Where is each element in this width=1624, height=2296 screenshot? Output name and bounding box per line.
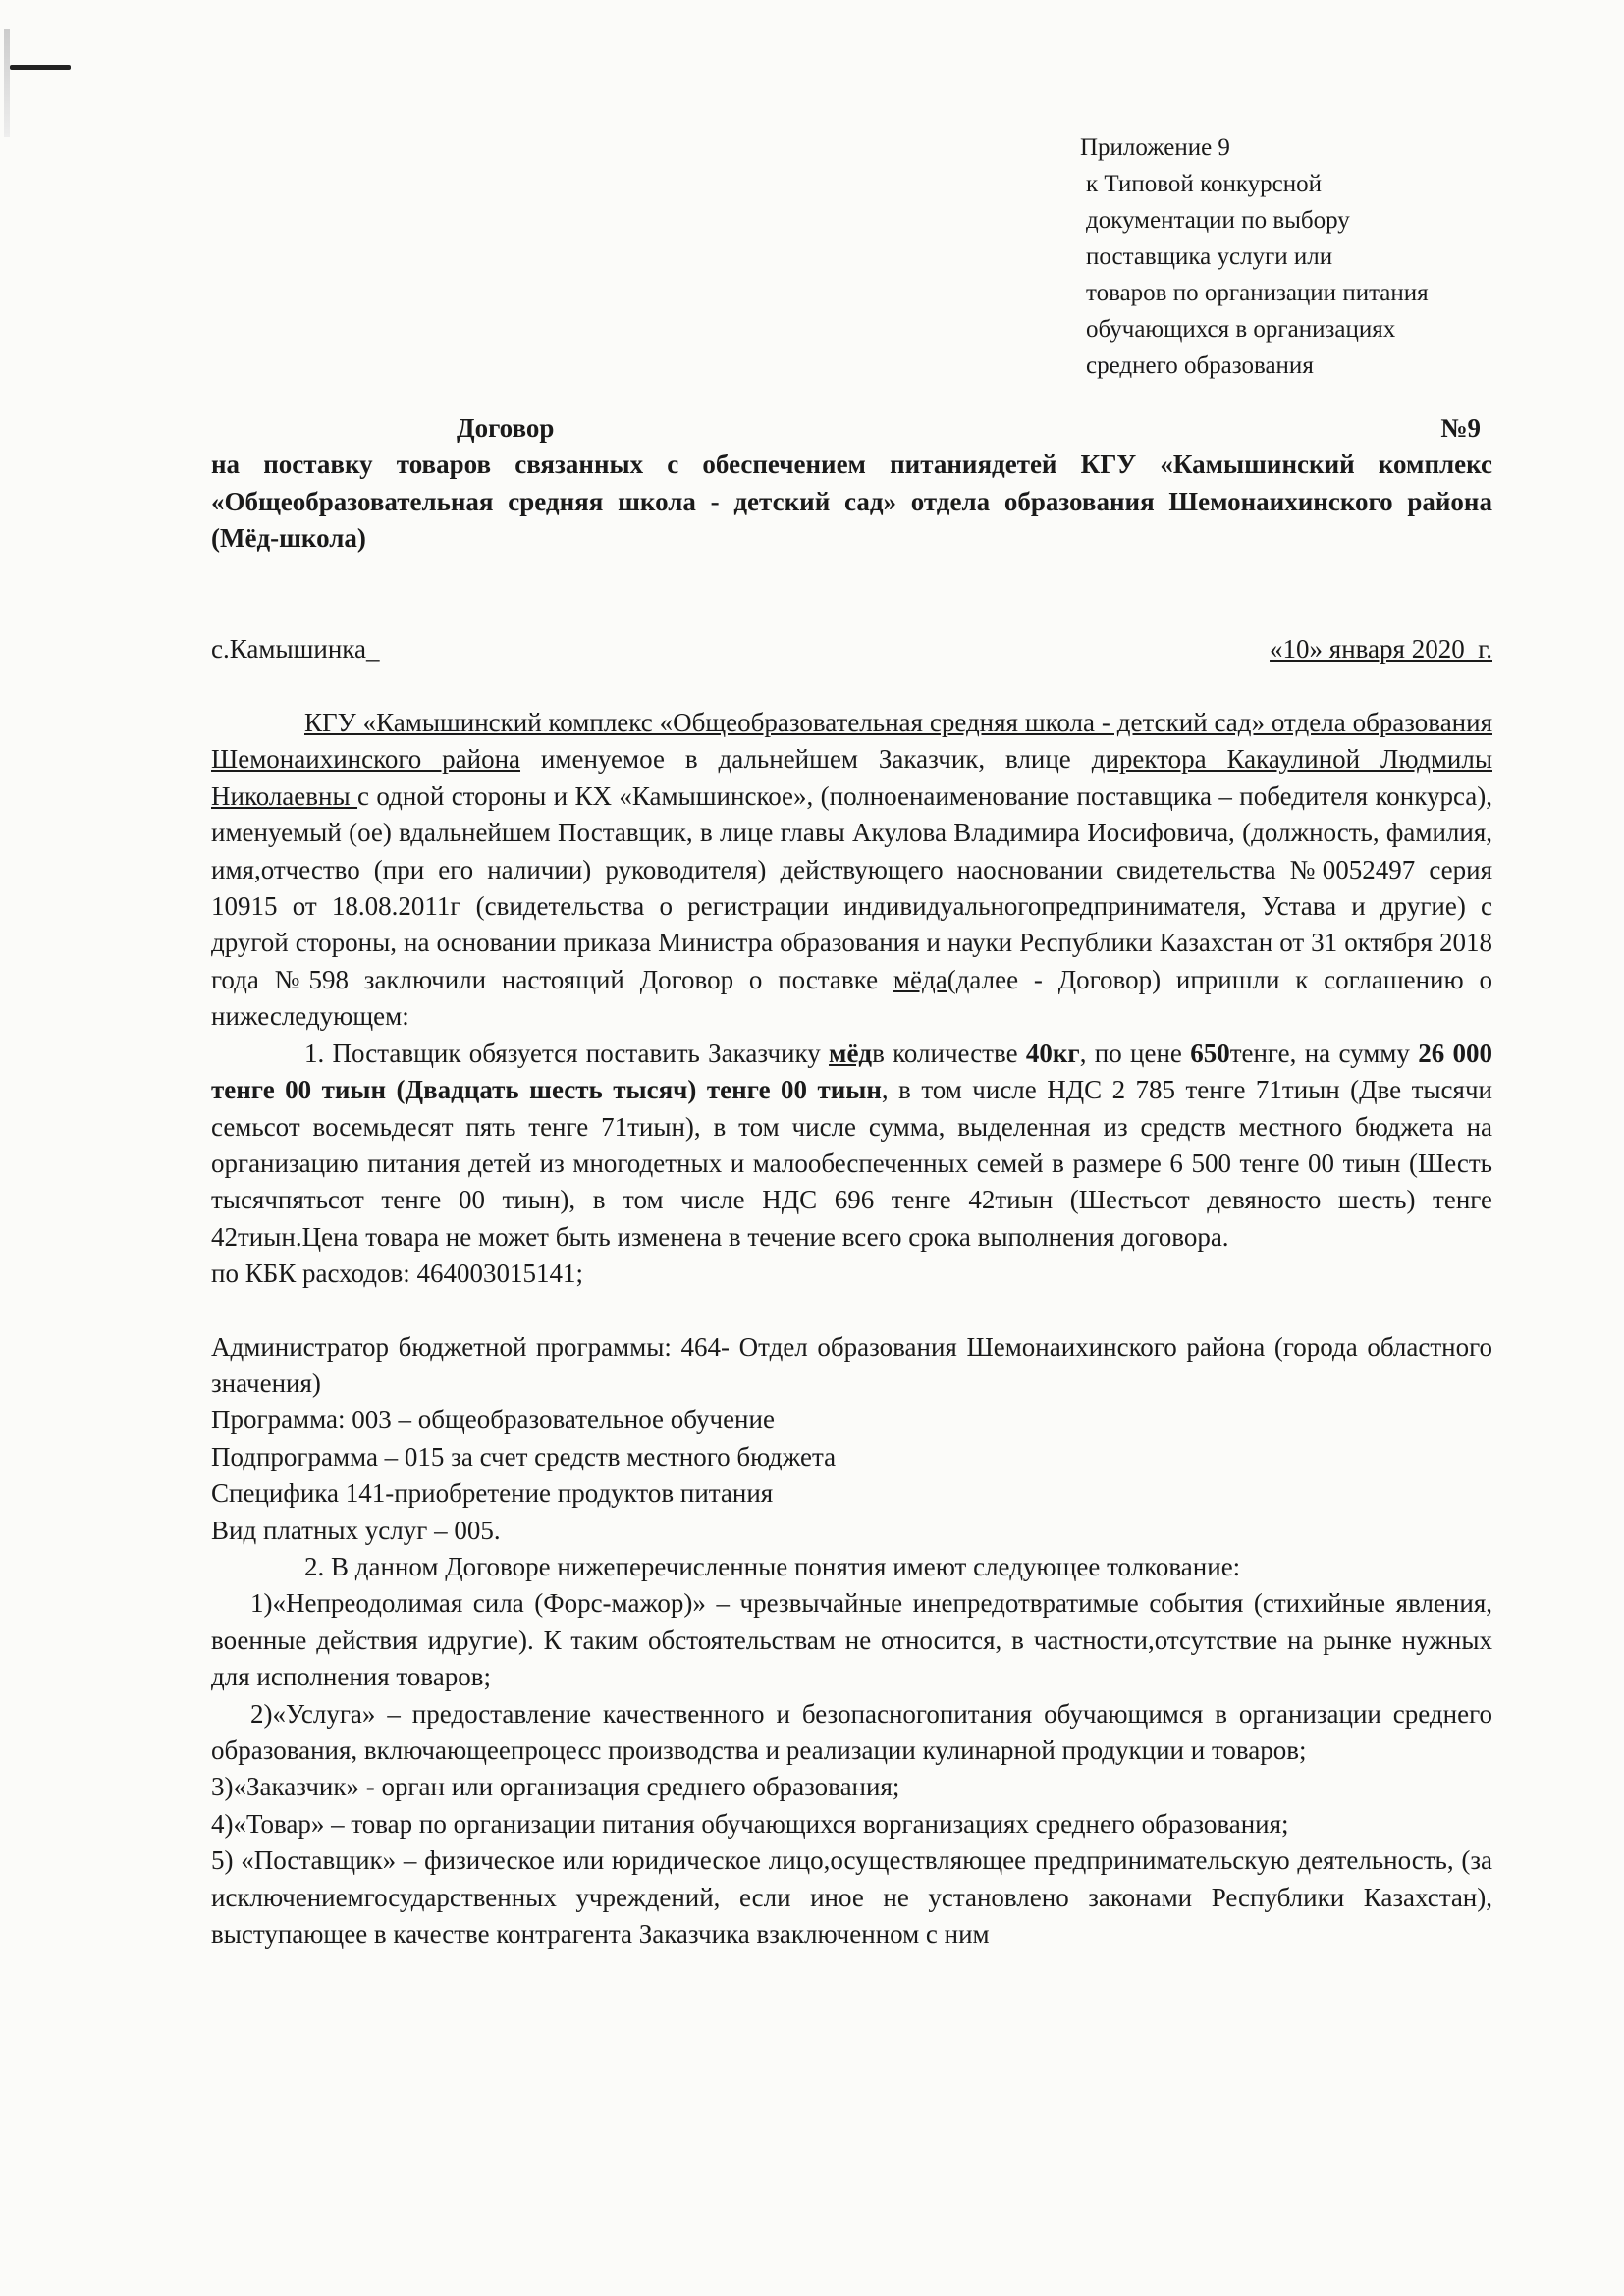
clause-text: в количестве — [872, 1038, 1026, 1068]
clause-1 — [211, 1036, 1492, 1255]
appendix-line: документации по выбору — [1086, 207, 1350, 234]
product-word: мёд — [829, 1038, 873, 1068]
preamble-text: с одной стороны и КХ «Камышинское», (полноенаименование поставщика – победителя конкурса), именуемый (ое) вдальнейшем Поставщик, в лице главы Акулова Владимира Иосифовича, (должность, фамилия, имя,отчество (при его наличии) руководителя) действующего наосновании свидетельства №0052497 серия 10915 от 18.08.2011г (свидетельства о регистрации индивидуальногопредпринимателя, Устава и другие) с другой стороны, на основании приказа Министра образования и науки Республики Казахстан от 31 октября 2018 года №598 заключили настоящий Договор о поставке — [211, 780, 1492, 994]
preamble-end: (далее - Договор) ипришли к соглашению о нижеследующем: — [211, 964, 1492, 1032]
budget-line: Вид платных услуг – 005. — [211, 1515, 501, 1545]
clause-text: , в том числе НДС 2 785 тенге 71тиын (Две тысячи семьсот восемьдесят пять тенге 71тиын), в том числе сумма, выделенная из средств местного бюджета на организацию питания детей из многодетных и малообеспеченных семей в размере 6 500 тенге 00 тиын (Шесть тысячпятьсот тенге 00 тиын), в том числе НДС 696 тенге 42тиын (Шестьсот девяносто шесть) тенге 42тиын.Цена товара не может быть изменена в течение всего срока выполнения договора. — [211, 1075, 1492, 1252]
preamble — [211, 705, 1492, 1036]
product-word: мёда — [893, 964, 947, 994]
clause-text: тенге, на сумму — [1229, 1038, 1419, 1068]
definition-item: 1)«Непреодолимая сила (Форс-мажор)» – чрезвычайные инепредотвратимые события (стихийные явления, военные действия идругие). К таким обстоятельствам не относится, в частности,отсутствие на рынке нужных для исполнения товаров; — [211, 1588, 1492, 1692]
budget-line: Специфика 141-приобретение продуктов питания — [211, 1478, 774, 1509]
contract-date: «10» января 2020_г. — [1270, 633, 1492, 664]
place: с.Камышинка_ — [211, 633, 380, 664]
appendix-line: среднего образования — [1086, 352, 1314, 379]
definition-item: 2)«Услуга» – предоставление качественного и безопасногопитания обучающимся в организации среднего образования, включающеепроцесс производства и реализации кулинарной продукции и товаров; — [211, 1698, 1492, 1765]
total-sum: 26 000 тенге 00 тиын (Двадцать шесть тысяч) тенге 00 тиын — [211, 1038, 1493, 1105]
clause-text: , по цене — [1079, 1038, 1191, 1068]
appendix-line: товаров по организации питания — [1086, 280, 1429, 306]
budget-line: Программа: 003 – общеобразовательное обучение — [211, 1405, 775, 1435]
budget-line: Администратор бюджетной программы: 464- Отдел образования Шемонаихинского района (города областного значения) — [211, 1331, 1492, 1398]
definition-item: 4)«Товар» – товар по организации питания обучающихся ворганизациях среднего образования; — [211, 1808, 1289, 1839]
appendix-note — [1080, 130, 1492, 384]
director-name: директора Какаулиной Людмилы Николаевны — [211, 744, 1492, 811]
kbk-line: по КБК расходов: 464003015141; — [211, 1258, 584, 1289]
clause-2-intro: 2. В данном Договоре нижеперечисленные понятия имеют следующее толкование: — [304, 1551, 1241, 1581]
clause-text: 1. Поставщик обязуется поставить Заказчику — [304, 1038, 830, 1068]
appendix-line: обучающихся в организациях — [1086, 316, 1396, 343]
appendix-line: к Типовой конкурсной — [1086, 171, 1322, 197]
scan-edge — [4, 29, 10, 137]
appendix-line: Приложение 9 — [1080, 134, 1230, 161]
contract-body — [211, 410, 1492, 1952]
customer-name: КГУ «Камышинский комплекс «Общеобразовательная средняя школа - детский сад» отдела образования Шемонаихинского района — [211, 708, 1492, 774]
title-word: Договор — [457, 413, 555, 443]
definition-item: 5) «Поставщик» – физическое или юридическое лицо,осуществляющее предпринимательскую деятельность, (за исключениемгосударственных учреждений, если иное не установлено законами Республики Казахстан), выступающее в качестве контрагента Заказчика взаключенном с ним — [211, 1845, 1492, 1949]
preamble-text: именуемое в дальнейшем Заказчик, влице — [520, 744, 1092, 774]
scan-artifact — [10, 65, 71, 70]
unit-price: 650 — [1190, 1038, 1230, 1068]
contract-subject: на поставку товаров связанных с обеспечением питаниядетей КГУ «Камышинский комплекс «Общеобразовательная средняя школа - детский сад» отдела образования Шемонаихинского района (Мёд-школа) — [211, 450, 1492, 554]
appendix-line: поставщика услуги или — [1086, 243, 1333, 270]
contract-number: №9 — [1440, 413, 1481, 443]
place-date-row — [211, 631, 1492, 667]
title-row — [211, 410, 1492, 447]
quantity: 40кг — [1025, 1038, 1080, 1068]
budget-line: Подпрограмма – 015 за счет средств местного бюджета — [211, 1441, 837, 1471]
definition-item: 3)«Заказчик» - орган или организация среднего образования; — [211, 1772, 900, 1802]
